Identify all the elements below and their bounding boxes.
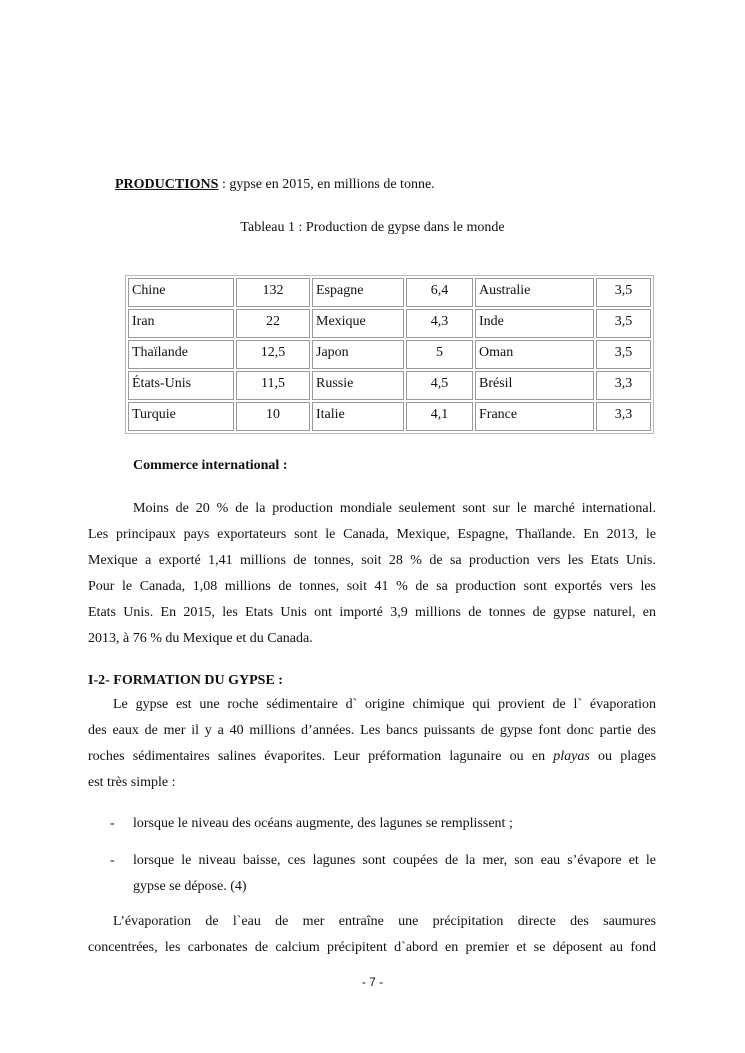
formation-text: ou plages xyxy=(589,749,657,764)
bullet-item: lorsque le niveau baisse, ces lagunes sont coupées de la mer, son eau s’évapore et le xyxy=(133,853,656,868)
table-caption: Tableau 1 : Production de gypse dans le monde xyxy=(240,220,505,235)
value-cell: 11,5 xyxy=(236,371,310,400)
paragraph-line: L’évaporation de l`eau de mer entraîne une précipitation directe des saumures xyxy=(113,914,656,929)
value-cell: 4,3 xyxy=(406,309,473,338)
commerce-line: Etats Unis. En 2015, les Etats Unis ont importé 3,9 millions de tonnes de gypse naturel, en xyxy=(88,605,656,620)
country-cell: Italie xyxy=(312,402,404,431)
production-table xyxy=(125,275,654,434)
value-cell: 3,3 xyxy=(596,402,651,431)
table-row xyxy=(128,340,651,369)
country-cell: États-Unis xyxy=(128,371,234,400)
country-cell: Russie xyxy=(312,371,404,400)
commerce-line: 2013, à 76 % du Mexique et du Canada. xyxy=(88,631,313,646)
value-cell: 10 xyxy=(236,402,310,431)
table-row xyxy=(128,402,651,431)
bullet-item: lorsque le niveau des océans augmente, des lagunes se remplissent ; xyxy=(133,816,513,831)
page-number: - 7 - xyxy=(361,975,384,989)
commerce-heading: Commerce international : xyxy=(133,458,288,473)
value-cell: 3,5 xyxy=(596,309,651,338)
value-cell: 6,4 xyxy=(406,278,473,307)
value-cell: 12,5 xyxy=(236,340,310,369)
country-cell: Iran xyxy=(128,309,234,338)
bullet-item: gypse se dépose. (4) xyxy=(133,879,247,894)
section-heading: I-2- FORMATION DU GYPSE : xyxy=(88,673,283,688)
country-cell: Mexique xyxy=(312,309,404,338)
commerce-line: Moins de 20 % de la production mondiale seulement sont sur le marché international. xyxy=(133,501,656,516)
country-cell: Turquie xyxy=(128,402,234,431)
value-cell: 22 xyxy=(236,309,310,338)
table-row xyxy=(128,278,651,307)
productions-text: : gypse en 2015, en millions de tonne. xyxy=(218,177,435,192)
bullet-marker: - xyxy=(110,816,115,831)
commerce-line: Les principaux pays exportateurs sont le Canada, Mexique, Espagne, Thaïlande. En 2013, le xyxy=(88,527,656,542)
value-cell: 5 xyxy=(406,340,473,369)
commerce-line: Pour le Canada, 1,08 millions de tonnes, soit 41 % de sa production sont exportés vers les xyxy=(88,579,656,594)
country-cell: Japon xyxy=(312,340,404,369)
formation-line: Le gypse est une roche sédimentaire d` origine chimique qui provient de l` évaporation xyxy=(113,697,656,712)
value-cell: 3,3 xyxy=(596,371,651,400)
value-cell: 4,1 xyxy=(406,402,473,431)
value-cell: 4,5 xyxy=(406,371,473,400)
country-cell: Chine xyxy=(128,278,234,307)
formation-text: roches sédimentaires salines évaporites. Leur préformation lagunaire ou en xyxy=(88,749,554,764)
table-row xyxy=(128,371,651,400)
paragraph-line: concentrées, les carbonates de calcium précipitent d`abord en premier et se déposent au fond xyxy=(88,940,656,955)
country-cell: Brésil xyxy=(475,371,594,400)
country-cell: France xyxy=(475,402,594,431)
value-cell: 3,5 xyxy=(596,340,651,369)
table-row xyxy=(128,309,651,338)
country-cell: Thaïlande xyxy=(128,340,234,369)
country-cell: Oman xyxy=(475,340,594,369)
formation-line: est très simple : xyxy=(88,775,176,790)
bullet-marker: - xyxy=(110,853,115,868)
country-cell: Espagne xyxy=(312,278,404,307)
commerce-line: Mexique a exporté 1,41 millions de tonnes, soit 28 % de sa production vers les Etats Unis. xyxy=(88,553,656,568)
formation-line xyxy=(88,747,656,767)
formation-line: des eaux de mer il y a 40 millions d’années. Les bancs puissants de gypse font donc partie des xyxy=(88,723,656,738)
country-cell: Australie xyxy=(475,278,594,307)
value-cell: 3,5 xyxy=(596,278,651,307)
value-cell: 132 xyxy=(236,278,310,307)
country-cell: Inde xyxy=(475,309,594,338)
productions-line xyxy=(115,176,435,194)
formation-italic: playas xyxy=(553,749,590,764)
productions-label: PRODUCTIONS xyxy=(115,177,219,192)
